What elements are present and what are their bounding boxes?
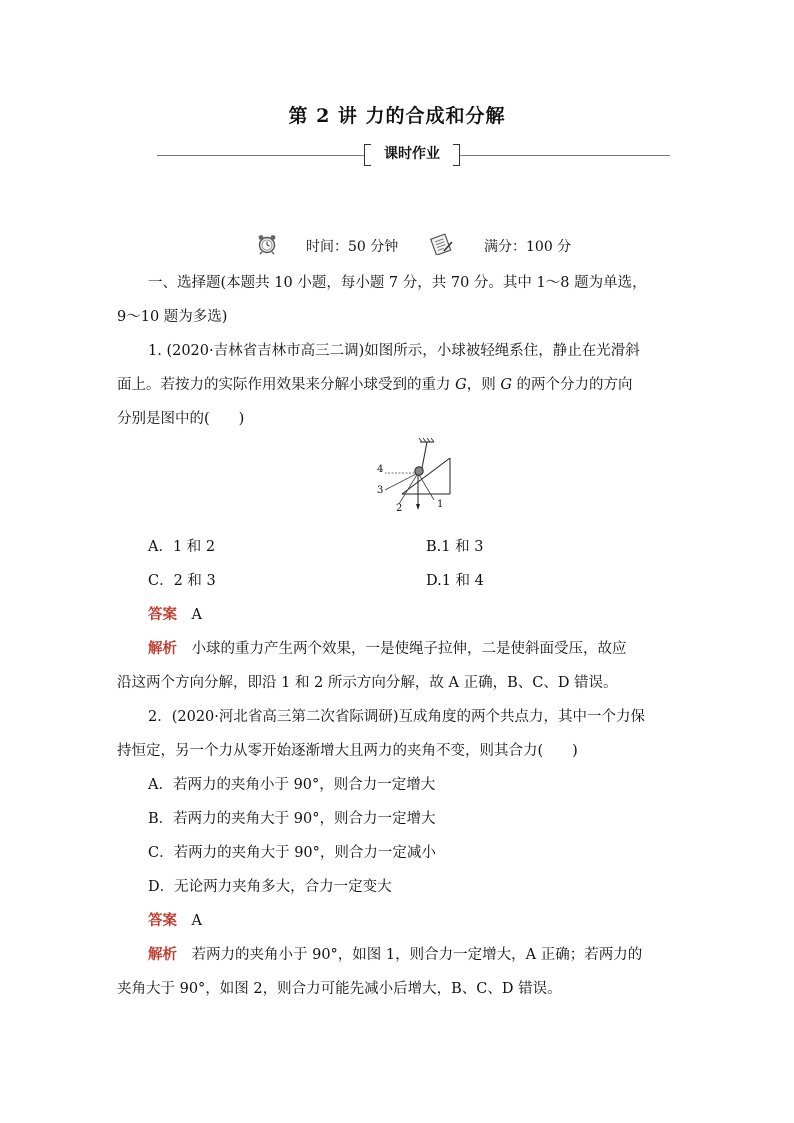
q1-answer: 答案 A xyxy=(148,606,202,623)
time-info: 时间：50 分钟 xyxy=(306,239,399,255)
q1-stem-line2: 面上。若按力的实际作用效果来分解小球受到的重力 G，则 G 的两个分力的方向 xyxy=(117,377,633,393)
q1-analysis-line2: 沿这两个方向分解，即沿 1 和 2 所示方向分解，故 A 正确，B、C、D 错误。 xyxy=(117,675,618,691)
q2-answer: 答案 A xyxy=(148,912,202,929)
alarm-clock-icon xyxy=(256,233,278,255)
q2-analysis-line2: 夹角大于 90°，如图 2，则合力可能先减小后增大，B、C、D 错误。 xyxy=(117,981,562,997)
analysis-label: 解析 xyxy=(148,640,177,657)
answer-label: 答案 xyxy=(148,606,177,623)
figure-label-1: 1 xyxy=(437,499,444,510)
q2-stem-line1: 2．(2020·河北省高三第二次省际调研)互成角度的两个共点力，其中一个力保 xyxy=(148,709,646,725)
homework-tag-label: 课时作业 xyxy=(384,146,440,162)
q2-option-c: C．若两力的夹角大于 90°，则合力一定减小 xyxy=(148,845,436,861)
score-info: 满分：100 分 xyxy=(484,239,572,255)
divider-left xyxy=(157,155,364,156)
section-heading-line1: 一、选择题(本题共 10 小题，每小题 7 分，共 70 分。其中 1～8 题为单选， xyxy=(148,275,647,291)
analysis-label: 解析 xyxy=(148,946,177,963)
q2-analysis-line1: 解析 若两力的夹角小于 90°，如图 1，则合力一定增大，A 正确；若两力的 xyxy=(148,946,643,963)
q1-stem-line3: 分别是图中的( ) xyxy=(117,411,245,427)
figure-label-2: 2 xyxy=(396,503,403,514)
answer-label: 答案 xyxy=(148,912,177,929)
q1-stem-line1: 1. (2020·吉林省吉林市高三二调)如图所示，小球被轻绳系住，静止在光滑斜 xyxy=(148,343,640,359)
q1-option-b: B.1 和 3 xyxy=(426,539,484,555)
q1-option-a: A．1 和 2 xyxy=(148,539,216,555)
q2-stem-line2: 持恒定，另一个力从零开始逐渐增大且两力的夹角不变，则其合力( ) xyxy=(117,743,578,759)
q1-symbol-g: G xyxy=(500,377,512,393)
divider-right xyxy=(460,155,670,156)
figure-label-3: 3 xyxy=(377,485,384,496)
q2-option-b: B．若两力的夹角大于 90°，则合力一定增大 xyxy=(148,811,436,827)
figure-label-4: 4 xyxy=(377,464,384,475)
page-title: 第 2 讲 力的合成和分解 xyxy=(288,105,506,127)
q1-option-d: D.1 和 4 xyxy=(426,573,484,589)
q1-symbol-g: G xyxy=(455,377,467,393)
exam-paper-icon xyxy=(428,233,454,255)
q2-option-a: A．若两力的夹角小于 90°，则合力一定增大 xyxy=(148,777,436,793)
homework-tag xyxy=(364,141,460,167)
q1-figure xyxy=(366,436,466,518)
section-heading-line2: 9～10 题为多选) xyxy=(117,309,228,325)
q1-option-c: C．2 和 3 xyxy=(148,573,216,589)
q1-analysis-line1: 解析 小球的重力产生两个效果，一是使绳子拉伸，二是使斜面受压，故应 xyxy=(148,640,627,657)
q2-option-d: D．无论两力夹角多大，合力一定变大 xyxy=(148,879,392,895)
